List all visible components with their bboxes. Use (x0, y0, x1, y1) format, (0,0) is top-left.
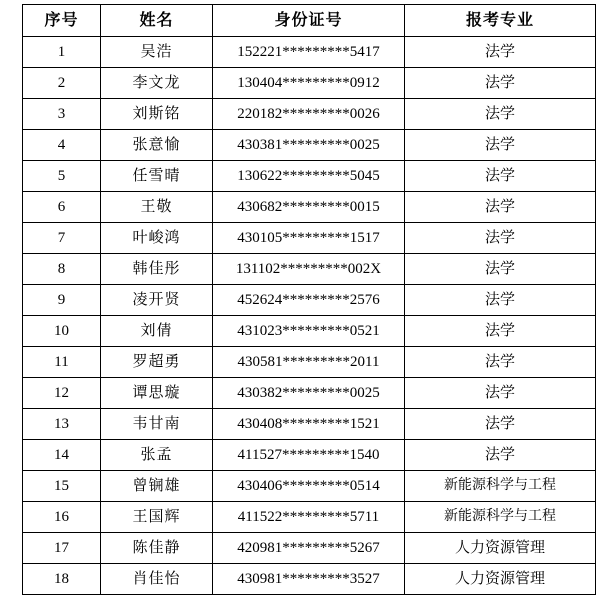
column-header-index: 序号 (23, 5, 101, 37)
cell-index: 2 (23, 68, 101, 99)
cell-index: 1 (23, 37, 101, 68)
cell-name: 张孟 (101, 440, 213, 471)
table-row (23, 223, 596, 254)
table-row (23, 161, 596, 192)
cell-major: 法学 (405, 440, 596, 471)
cell-id-number: 430581*********2011 (213, 347, 405, 378)
cell-name: 张意愉 (101, 130, 213, 161)
cell-id-number: 130404*********0912 (213, 68, 405, 99)
cell-name: 韦甘南 (101, 409, 213, 440)
cell-name: 吴浩 (101, 37, 213, 68)
cell-major: 法学 (405, 285, 596, 316)
cell-index: 13 (23, 409, 101, 440)
cell-major: 人力资源管理 (405, 564, 596, 595)
cell-index: 18 (23, 564, 101, 595)
cell-id-number: 430981*********3527 (213, 564, 405, 595)
cell-major: 新能源科学与工程 (405, 502, 596, 533)
cell-major: 法学 (405, 254, 596, 285)
cell-major: 法学 (405, 68, 596, 99)
cell-index: 12 (23, 378, 101, 409)
applicant-roster-table (22, 4, 596, 595)
cell-id-number: 430408*********1521 (213, 409, 405, 440)
cell-id-number: 131102*********002X (213, 254, 405, 285)
cell-id-number: 452624*********2576 (213, 285, 405, 316)
cell-id-number: 220182*********0026 (213, 99, 405, 130)
cell-index: 8 (23, 254, 101, 285)
cell-index: 6 (23, 192, 101, 223)
cell-name: 凌开贤 (101, 285, 213, 316)
cell-id-number: 430382*********0025 (213, 378, 405, 409)
cell-major: 人力资源管理 (405, 533, 596, 564)
cell-major: 法学 (405, 347, 596, 378)
cell-name: 陈佳静 (101, 533, 213, 564)
table-row (23, 409, 596, 440)
table-body (23, 37, 596, 595)
table-row (23, 502, 596, 533)
cell-major: 法学 (405, 130, 596, 161)
column-header-name: 姓名 (101, 5, 213, 37)
cell-name: 谭思璇 (101, 378, 213, 409)
cell-major: 法学 (405, 99, 596, 130)
cell-name: 王敬 (101, 192, 213, 223)
cell-id-number: 130622*********5045 (213, 161, 405, 192)
cell-index: 17 (23, 533, 101, 564)
cell-id-number: 420981*********5267 (213, 533, 405, 564)
cell-major: 法学 (405, 223, 596, 254)
table-row (23, 68, 596, 99)
table-row (23, 192, 596, 223)
cell-index: 9 (23, 285, 101, 316)
table-row (23, 564, 596, 595)
table-row (23, 440, 596, 471)
cell-id-number: 430406*********0514 (213, 471, 405, 502)
table-row (23, 471, 596, 502)
table-row (23, 254, 596, 285)
document-page (0, 4, 616, 597)
cell-id-number: 411522*********5711 (213, 502, 405, 533)
cell-major: 法学 (405, 409, 596, 440)
cell-index: 10 (23, 316, 101, 347)
cell-major: 法学 (405, 161, 596, 192)
cell-index: 3 (23, 99, 101, 130)
table-row (23, 37, 596, 68)
cell-name: 肖佳怡 (101, 564, 213, 595)
cell-id-number: 152221*********5417 (213, 37, 405, 68)
cell-id-number: 430105*********1517 (213, 223, 405, 254)
cell-major: 法学 (405, 192, 596, 223)
cell-name: 罗超勇 (101, 347, 213, 378)
cell-name: 刘斯铭 (101, 99, 213, 130)
cell-id-number: 411527*********1540 (213, 440, 405, 471)
cell-name: 刘倩 (101, 316, 213, 347)
table-row (23, 533, 596, 564)
cell-id-number: 431023*********0521 (213, 316, 405, 347)
cell-name: 韩佳彤 (101, 254, 213, 285)
table-row (23, 378, 596, 409)
cell-major: 法学 (405, 37, 596, 68)
cell-name: 李文龙 (101, 68, 213, 99)
cell-name: 任雪晴 (101, 161, 213, 192)
table-row (23, 99, 596, 130)
cell-name: 叶峻鸿 (101, 223, 213, 254)
cell-name: 王国辉 (101, 502, 213, 533)
table-row (23, 130, 596, 161)
cell-index: 11 (23, 347, 101, 378)
cell-index: 15 (23, 471, 101, 502)
cell-index: 7 (23, 223, 101, 254)
cell-major: 法学 (405, 378, 596, 409)
cell-major: 法学 (405, 316, 596, 347)
cell-id-number: 430682*********0015 (213, 192, 405, 223)
table-header-row (23, 5, 596, 37)
cell-index: 4 (23, 130, 101, 161)
table-row (23, 347, 596, 378)
cell-major: 新能源科学与工程 (405, 471, 596, 502)
cell-index: 16 (23, 502, 101, 533)
table-header (23, 5, 596, 37)
cell-index: 14 (23, 440, 101, 471)
column-header-major: 报考专业 (405, 5, 596, 37)
cell-index: 5 (23, 161, 101, 192)
table-row (23, 285, 596, 316)
cell-name: 曾锎雄 (101, 471, 213, 502)
cell-id-number: 430381*********0025 (213, 130, 405, 161)
column-header-id: 身份证号 (213, 5, 405, 37)
table-row (23, 316, 596, 347)
